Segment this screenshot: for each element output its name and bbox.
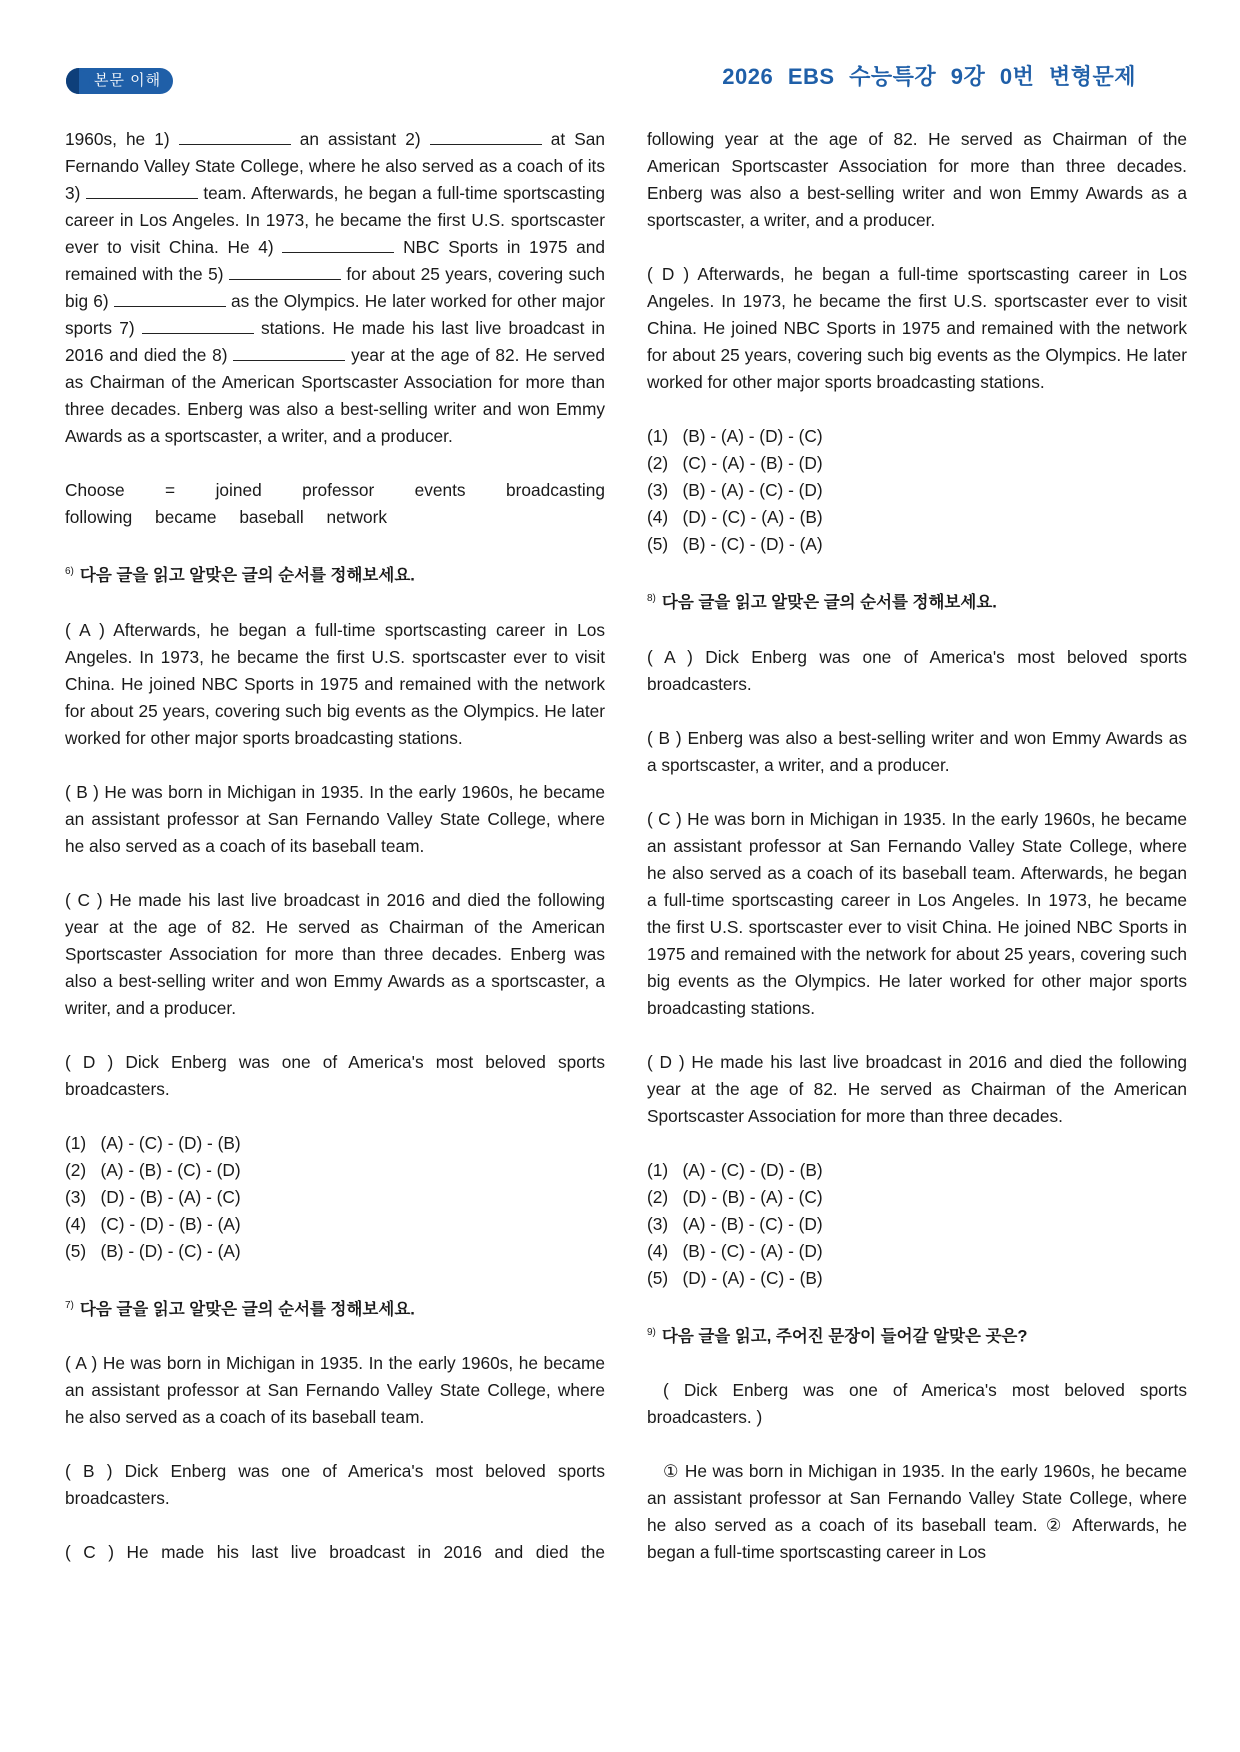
q6-paragraph-b: ( B ) He was born in Michigan in 1935. In the early 1960s, he became an assistant professor at San Fernando Valley State College, where he also served as a coach of its baseball team. [65, 781, 605, 856]
right-column [647, 126, 1187, 1566]
q8-option[interactable]: (3) (A) - (B) - (C) - (D) [647, 1213, 823, 1234]
q6-paragraph-d: ( D ) Dick Enberg was one of America's most beloved sports broadcasters. [65, 1051, 605, 1099]
question-7-stem: $^{7)}$ 다음 글을 읽고 알맞은 글의 순서를 정해보세요. [65, 1299, 415, 1318]
q8-paragraph-c: ( C ) He was born in Michigan in 1935. In the early 1960s, he became an assistant professor at San Fernando Valley State College, where he also served as a coach of its baseball team. Afterwards, he began a full-time sportscasting career in Los Angeles. In 1973, he became the first U.S. sportscaster ever to visit China. He joined NBC Sports in 1975 and remained with the network for about 25 years, covering such big events as the Olympics. He later worked for other major sports broadcasting stations. [647, 808, 1187, 1018]
q8-paragraph-b: ( B ) Enberg was also a best-selling writer and won Emmy Awards as a sportscaster, a writer, and a producer. [647, 727, 1187, 775]
fill-in-blank-passage: 1960s, he 1) an assistant 2) at San Fernando Valley State College, where he also served as a coach of its 3) team. Afterwards, he began a full-time sportscasting career in Los Angeles. In 1973, he became the first U.S. sportscaster ever to visit China. He 4) NBC Sports in 1975 and remained with the 5) for about 25 years, covering such big 6) as the Olympics. He later worked for other major sports 7) stations. He made his last live broadcast in 2016 and died the 8) year at the age of 82. He served as Chairman of the American Sportscaster Association for more than three decades. Enberg was also a best-selling writer and won Emmy Awards as a sportscaster, a writer, and a producer. [65, 126, 605, 450]
section-badge [66, 68, 173, 94]
q8-paragraph-d: ( D ) He made his last live broadcast in 2016 and died the following year at the age of 82. He served as Chairman of the American Sportscaster Association for more than three decades. [647, 1051, 1187, 1126]
q6-option[interactable]: (3) (D) - (B) - (A) - (C) [65, 1186, 241, 1207]
q7-paragraph-c-end: following year at the age of 82. He served as Chairman of the American Sportscaster Association for more than three decades. Enberg was also a best-selling writer and won Emmy Awards as a sportscaster, a writer, and a producer. [647, 129, 1187, 230]
q7-paragraph-b: ( B ) Dick Enberg was one of America's most beloved sports broadcasters. [65, 1461, 605, 1508]
blank-3[interactable] [86, 180, 198, 199]
q6-option[interactable]: (1) (A) - (C) - (D) - (B) [65, 1132, 241, 1153]
q8-option[interactable]: (1) (A) - (C) - (D) - (B) [647, 1159, 823, 1180]
page-title: 2026 EBS 수능특강 9강 0번 변형문제 [722, 64, 1136, 89]
blank-4[interactable] [282, 234, 394, 253]
badge-label: 본문 이해 [94, 72, 162, 89]
q8-option[interactable]: (2) (D) - (B) - (A) - (C) [647, 1186, 823, 1207]
q7-paragraph-a: ( A ) He was born in Michigan in 1935. In the early 1960s, he became an assistant professor at San Fernando Valley State College, where he also served as a coach of its baseball team. [65, 1353, 605, 1427]
question-9-stem: $^{9)}$ 다음 글을 읽고, 주어진 문장이 들어갈 알맞은 곳은? [647, 1326, 1028, 1345]
q7-option[interactable]: (3) (B) - (A) - (C) - (D) [647, 480, 823, 500]
q6-paragraph-a: ( A ) Afterwards, he began a full-time sportscasting career in Los Angeles. In 1973, he became the first U.S. sportscaster ever to visit China. He joined NBC Sports in 1975 and remained with the network for about 25 years, covering such big events as the Olympics. He later worked for other major sports broadcasting stations. [65, 619, 605, 748]
q7-option[interactable]: (1) (B) - (A) - (D) - (C) [647, 426, 823, 446]
blank-6[interactable] [114, 288, 226, 307]
q6-option[interactable]: (2) (A) - (B) - (C) - (D) [65, 1159, 241, 1180]
question-6-stem: $^{6)}$ 다음 글을 읽고 알맞은 글의 순서를 정해보세요. [65, 566, 415, 585]
blank-7[interactable] [142, 315, 254, 334]
q7-paragraph-c-start: ( C ) He made his last live broadcast in 2016 and died the [65, 1542, 605, 1562]
q9-given-sentence: ( Dick Enberg was one of America's most beloved sports broadcasters. ) [647, 1380, 1187, 1427]
word-bank: Choose = joined professor events broadcasting following became baseball network [65, 480, 605, 527]
q7-option[interactable]: (2) (C) - (A) - (B) - (D) [647, 453, 823, 473]
question-8-stem: $^{8)}$ 다음 글을 읽고 알맞은 글의 순서를 정해보세요. [647, 593, 997, 612]
blank-1[interactable] [179, 126, 291, 145]
q9-passage: ① He was born in Michigan in 1935. In the early 1960s, he became an assistant professor at San Fernando Valley State College, where he also served as a coach of its baseball team. ② Afterwards, he began a full-time sportscasting career in Los [647, 1461, 1187, 1562]
q7-paragraph-d: ( D ) Afterwards, he began a full-time sportscasting career in Los Angeles. In 1973, he became the first U.S. sportscaster ever to visit China. He joined NBC Sports in 1975 and remained with the network for about 25 years, covering such big events as the Olympics. He later worked for other major sports broadcasting stations. [647, 264, 1187, 392]
badge-circle-icon [68, 70, 90, 92]
left-column [65, 126, 605, 1566]
q7-option[interactable]: (4) (D) - (C) - (A) - (B) [647, 507, 823, 527]
q7-option[interactable]: (5) (B) - (C) - (D) - (A) [647, 534, 823, 554]
q8-option[interactable]: (4) (B) - (C) - (A) - (D) [647, 1240, 823, 1261]
q8-option[interactable]: (5) (D) - (A) - (C) - (B) [647, 1267, 823, 1288]
q6-option[interactable]: (4) (C) - (D) - (B) - (A) [65, 1213, 241, 1234]
q6-paragraph-c: ( C ) He made his last live broadcast in 2016 and died the following year at the age of 82. He served as Chairman of the American Sportscaster Association for more than three decades. Enberg was also a best-selling writer and won Emmy Awards as a sportscaster, a writer, and a producer. [65, 889, 605, 1018]
q6-option[interactable]: (5) (B) - (D) - (C) - (A) [65, 1240, 241, 1261]
blank-5[interactable] [229, 261, 341, 280]
page-header [0, 0, 1240, 100]
blank-2[interactable] [430, 126, 542, 145]
blank-8[interactable] [233, 342, 345, 361]
q8-paragraph-a: ( A ) Dick Enberg was one of America's most beloved sports broadcasters. [647, 646, 1187, 694]
